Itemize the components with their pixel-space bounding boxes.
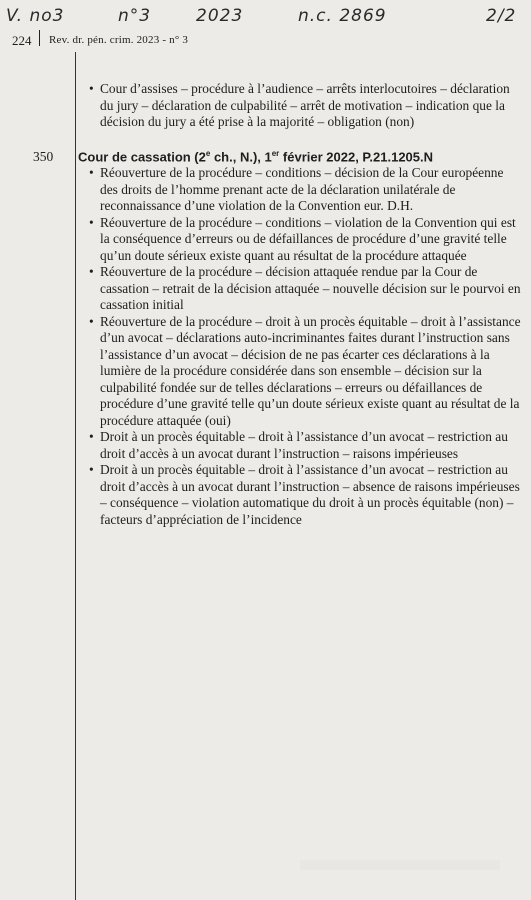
entry-title: [78, 149, 433, 164]
entry-title-court: Cour de cassation (2: [78, 149, 206, 165]
margin-rule: [75, 52, 76, 900]
keyword-item: • Droit à un procès équitable – droit à l’assistance d’un avocat – restriction au droit d’accès à un avocat durant l’instruction – absence de raisons impérieuses – conséquence – violation automatique du droit à un procès équitable (non) – facteurs d’appréciation de l’incidence: [89, 462, 521, 528]
entry-keyword-list: [89, 165, 521, 528]
entry-title-chamber: ch., N.), 1: [210, 149, 272, 165]
keyword-item: • Réouverture de la procédure – conditions – violation de la Convention qui est la conséquence d’erreurs ou de défaillances de procédure d’une gravité telle qu’un doute sérieux existe quant au résultat de la procédure attaquée: [89, 215, 521, 265]
show-through-shadow: [300, 860, 500, 870]
entry-title-date: février 2022, P.21.1205.N: [279, 149, 434, 165]
keyword-item: • Droit à un procès équitable – droit à l’assistance d’un avocat – restriction au droit d’accès à un avocat durant l’instruction – raisons impérieuses: [89, 429, 521, 462]
continued-keyword-list: [89, 81, 521, 131]
handwritten-note-reference: n.c. 2869: [298, 6, 387, 26]
keyword-item: • Cour d’assises – procédure à l’audience – arrêts interlocutoires – déclaration du jury – déclaration de culpabilité – arrêt de motivation – indication que la décision du jury a été prise à la majorité – obligation (non): [89, 81, 521, 131]
keyword-item: • Réouverture de la procédure – droit à un procès équitable – droit à l’assistance d’un avocat – déclarations auto-incriminantes faites durant l’instruction sans l’assistance d’un avocat – décision de ne pas écarter ces déclarations à la lumière de la procédure considérée dans son ensemble – décision sur la culpabilité fondée sur de telles déclarations – erreurs ou défaillances de procédure d’une gravité telle qu’un doute sérieux existe quant au résultat de la procédure attaquée (oui): [89, 314, 521, 430]
entry-title-sup-date: er: [271, 149, 280, 158]
page-number: 224: [12, 33, 32, 48]
journal-header: Rev. dr. pén. crim. 2023 - n° 3: [49, 34, 189, 46]
header-divider: [39, 30, 40, 46]
keyword-item: • Réouverture de la procédure – décision attaquée rendue par la Cour de cassation – retrait de la décision attaquée – nouvelle décision sur le pourvoi en cassation initial: [89, 264, 521, 314]
handwritten-note-number: n°3: [118, 6, 152, 26]
handwritten-note-year: 2023: [196, 6, 244, 26]
keyword-item: • Réouverture de la procédure – conditions – décision de la Cour européenne des droits de l’homme prenant acte de la déclaration unilatérale de reconnaissance d’une violation de la Convention eur. D.H.: [89, 165, 521, 215]
entry-title-sup-chamber: e: [205, 149, 211, 158]
handwritten-note-page: 2/2: [486, 6, 517, 26]
handwritten-note-volume: V. no3: [6, 6, 65, 26]
entry-number: 350: [33, 149, 54, 164]
